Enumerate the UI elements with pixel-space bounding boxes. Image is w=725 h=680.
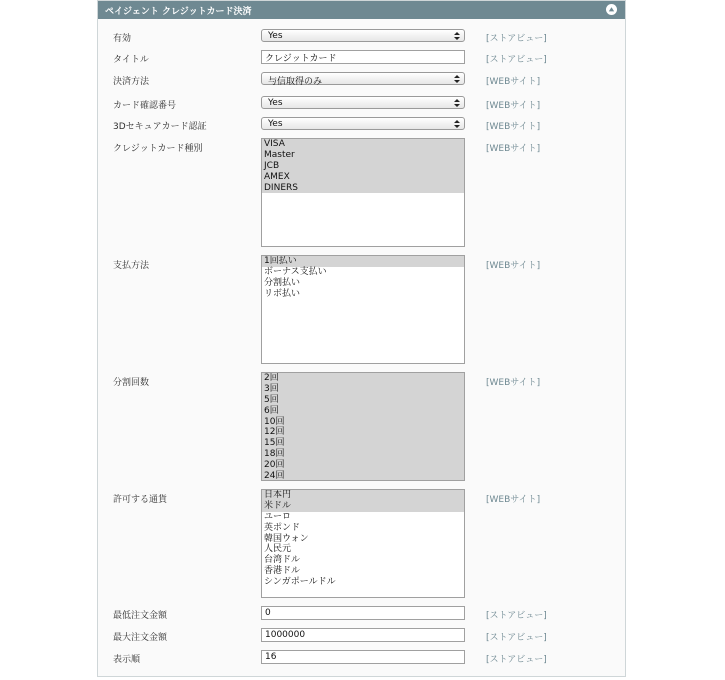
secure-3d-select-value: Yes bbox=[268, 119, 283, 129]
min-order-label: 最低注文金額 bbox=[113, 611, 168, 621]
section-header[interactable] bbox=[98, 1, 625, 19]
enabled-label: 有効 bbox=[113, 34, 132, 44]
list-option[interactable]: 20回 bbox=[262, 460, 464, 471]
payment-methods-listbox[interactable] bbox=[261, 255, 465, 364]
currencies-listbox[interactable] bbox=[261, 489, 465, 598]
list-option[interactable]: 5回 bbox=[262, 395, 464, 406]
title-input[interactable] bbox=[261, 50, 465, 64]
card-verification-scope: [WEBサイト] bbox=[486, 101, 541, 111]
list-option[interactable]: 15回 bbox=[262, 438, 464, 449]
list-option[interactable]: 6回 bbox=[262, 406, 464, 417]
list-option[interactable]: 台湾ドル bbox=[264, 555, 301, 566]
installments-listbox[interactable] bbox=[261, 372, 465, 481]
updown-arrows-icon bbox=[454, 99, 460, 107]
secure-3d-scope: [WEBサイト] bbox=[486, 122, 541, 132]
payment-methods-scope: [WEBサイト] bbox=[486, 261, 541, 271]
list-option[interactable]: 24回 bbox=[262, 471, 464, 481]
card-verification-select[interactable] bbox=[261, 96, 465, 109]
updown-arrows-icon bbox=[454, 32, 460, 40]
card-types-listbox[interactable] bbox=[261, 138, 465, 247]
sort-order-input[interactable] bbox=[261, 650, 465, 664]
list-option[interactable]: 10回 bbox=[262, 417, 464, 428]
sort-order-label: 表示順 bbox=[113, 655, 141, 665]
payment-action-scope: [WEBサイト] bbox=[486, 77, 541, 87]
card-types-scope: [WEBサイト] bbox=[486, 144, 541, 154]
min-order-input[interactable] bbox=[261, 606, 465, 620]
payment-action-select[interactable] bbox=[261, 72, 465, 85]
currencies-label: 許可する通貨 bbox=[113, 495, 168, 505]
list-option[interactable]: JCB bbox=[262, 161, 464, 172]
min-order-scope: [ストアビュー] bbox=[486, 611, 547, 621]
card-verification-label: カード確認番号 bbox=[113, 101, 177, 111]
list-option[interactable]: 2回 bbox=[262, 373, 464, 384]
secure-3d-select[interactable] bbox=[261, 117, 465, 130]
payment-action-label: 決済方法 bbox=[113, 77, 150, 87]
list-option[interactable]: 18回 bbox=[262, 449, 464, 460]
max-order-label: 最大注文金額 bbox=[113, 633, 168, 643]
installments-scope: [WEBサイト] bbox=[486, 378, 541, 388]
installments-label: 分割回数 bbox=[113, 378, 150, 388]
list-option[interactable]: ユーロ bbox=[264, 511, 292, 522]
list-option[interactable]: Master bbox=[262, 150, 464, 161]
list-option[interactable]: 日本円 bbox=[262, 490, 464, 501]
title-label: タイトル bbox=[113, 55, 149, 65]
max-order-input[interactable] bbox=[261, 628, 465, 642]
list-option[interactable]: 香港ドル bbox=[264, 566, 301, 577]
updown-arrows-icon bbox=[454, 120, 460, 128]
collapse-button[interactable] bbox=[606, 4, 617, 15]
list-option[interactable]: 1回払い bbox=[262, 256, 464, 267]
list-option[interactable]: VISA bbox=[262, 139, 464, 150]
list-option[interactable]: ボーナス支払い bbox=[264, 266, 327, 277]
list-option[interactable]: 分割払い bbox=[264, 277, 301, 288]
list-option[interactable]: 米ドル bbox=[262, 501, 464, 512]
section-title: ペイジェント クレジットカード決済 bbox=[105, 7, 252, 17]
enabled-select[interactable] bbox=[261, 29, 465, 42]
collapse-up-icon bbox=[608, 6, 615, 13]
list-option[interactable]: シンガポールドル bbox=[264, 577, 336, 588]
secure-3d-label: 3Dセキュアカード認証 bbox=[113, 122, 207, 132]
list-option[interactable]: リボ払い bbox=[264, 288, 301, 299]
list-option[interactable]: 3回 bbox=[262, 384, 464, 395]
list-option[interactable]: DINERS bbox=[262, 183, 464, 194]
list-option[interactable]: 韓国ウォン bbox=[264, 533, 309, 544]
enabled-scope: [ストアビュー] bbox=[486, 34, 547, 44]
card-types-label: クレジットカード種別 bbox=[113, 144, 203, 154]
sort-order-scope: [ストアビュー] bbox=[486, 655, 547, 665]
list-option[interactable]: 人民元 bbox=[264, 544, 292, 555]
payment-action-select-value: 与信取得のみ bbox=[268, 77, 323, 87]
enabled-select-value: Yes bbox=[268, 31, 283, 41]
card-verification-select-value: Yes bbox=[268, 98, 283, 108]
payment-methods-label: 支払方法 bbox=[113, 261, 150, 271]
title-scope: [ストアビュー] bbox=[486, 55, 547, 65]
list-option[interactable]: 12回 bbox=[262, 427, 464, 438]
updown-arrows-icon bbox=[454, 75, 460, 83]
list-option[interactable]: AMEX bbox=[262, 172, 464, 183]
currencies-scope: [WEBサイト] bbox=[486, 495, 541, 505]
max-order-scope: [ストアビュー] bbox=[486, 633, 547, 643]
list-option[interactable]: 英ポンド bbox=[264, 522, 301, 533]
